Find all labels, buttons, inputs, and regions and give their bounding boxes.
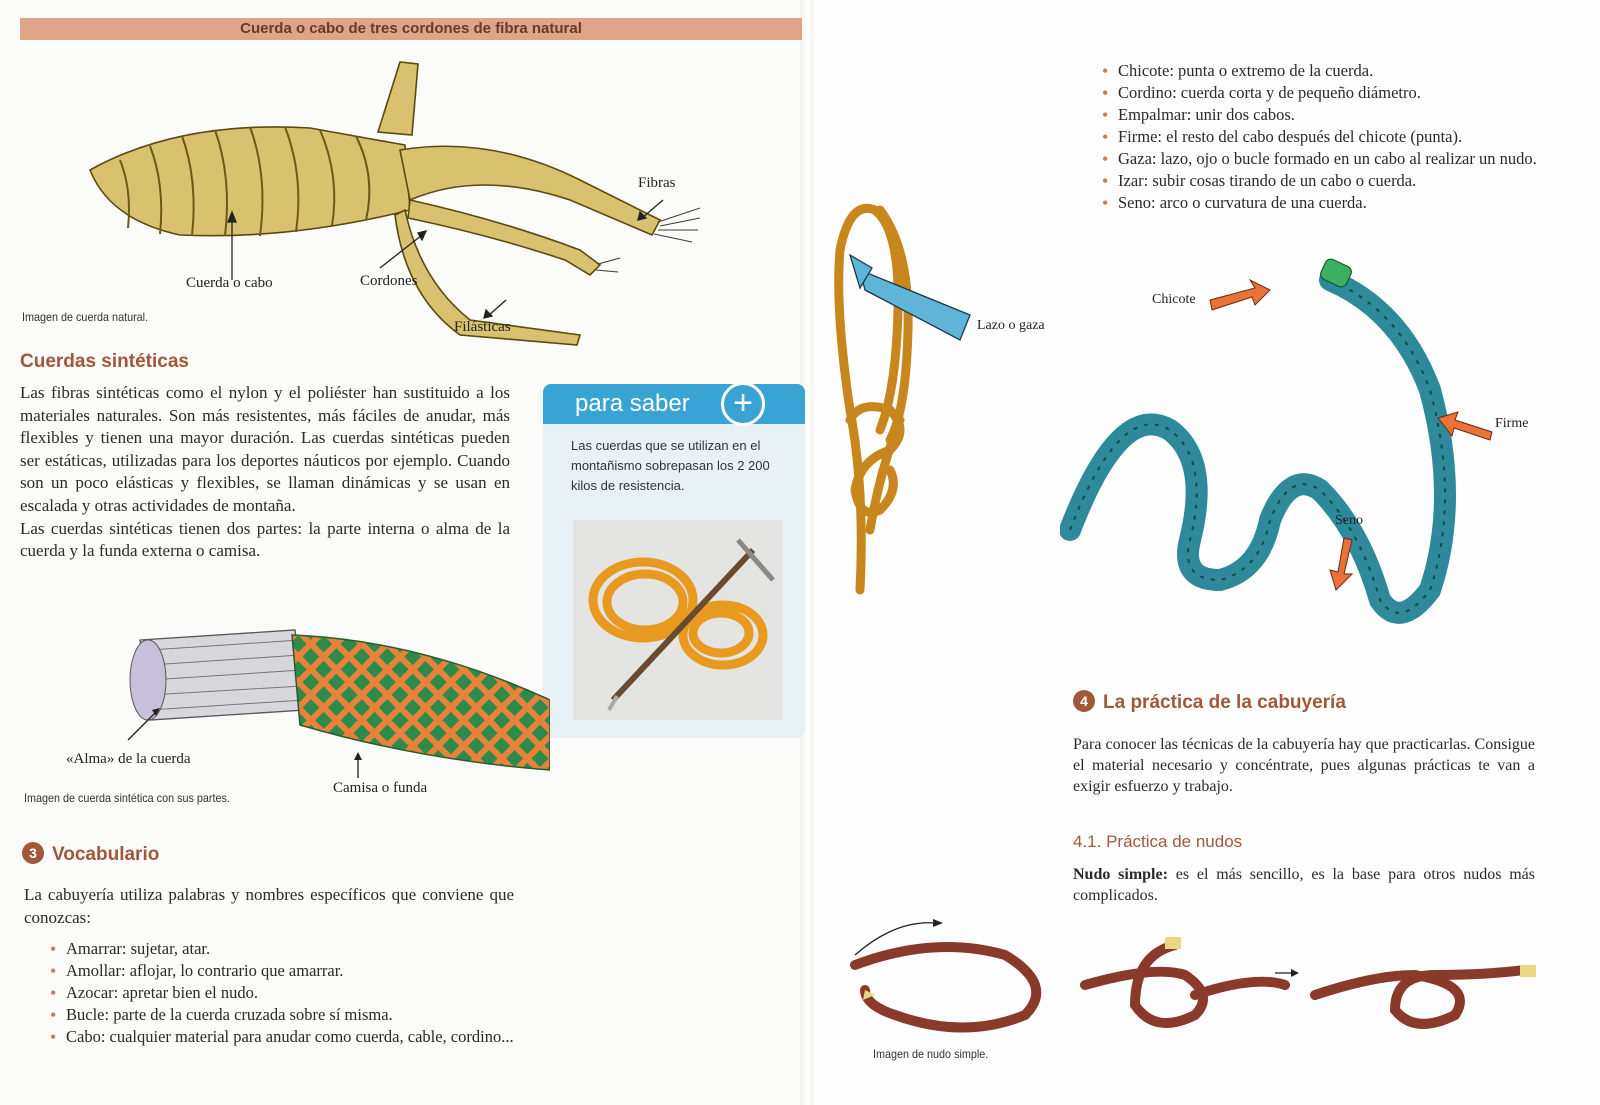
vocabulario-intro: La cabuyería utiliza palabras y nombres específicos que conviene que conozcas: [24, 885, 514, 927]
vocab-item: • Bucle: parte de la cuerda cruzada sobre sí misma. [48, 1004, 528, 1026]
vocab-item: • Amarrar: sujetar, atar. [48, 938, 528, 960]
label-cordones: Cordones [360, 273, 418, 289]
practica-title: La práctica de la cabuyería [1103, 692, 1346, 713]
plus-icon: + [721, 384, 765, 426]
section-title-cuerdas-sinteticas: Cuerdas sintéticas [20, 351, 189, 372]
vocabulario-list-continued [1100, 60, 1570, 214]
vocabulario-title: Vocabulario [52, 844, 160, 865]
section-number-4: 4 [1073, 690, 1095, 712]
label-fibras: Fibras [638, 175, 676, 191]
para-saber-header [543, 384, 805, 424]
vocab-item: • Cabo: cualquier material para anudar como cuerda, cable, cordino... [48, 1026, 528, 1048]
rope-and-ice-axe-photo [573, 520, 783, 720]
nudo-simple-text [1073, 864, 1535, 906]
synthetic-paragraph-1: Las fibras sintéticas como el nylon y el poliéster han sustituido a los materiales naturales. Son más resistentes, más fáciles de anudar, más flexibles y tienen una mayor duración. Las cuerdas sintéticas pueden ser estáticas, utilizadas para los deportes náuticos por ejemplo. Cuando son un poco elásticas y flexibles, se llaman dinámicas y se usan en escalada y otras actividades de montaña. [20, 383, 510, 515]
para-saber-title: para saber [575, 390, 690, 417]
vocab-item: • Seno: arco o curvatura de una cuerda. [1100, 192, 1570, 214]
simple-knot-illustrations [835, 915, 1545, 1055]
vocabulario-list [48, 938, 528, 1048]
nudo-simple-description: es el más sencillo, es la base para otros nudos más complicados. [1073, 866, 1536, 904]
coiled-rope-image [573, 520, 783, 720]
practica-text: Para conocer las técnicas de la cabuyería hay que practicarlas. Consigue el material necesario y concéntrate, pues algunas prácticas te van a exigir esfuerzo y trabajo. [1073, 736, 1535, 795]
label-camisa: Camisa o funda [333, 780, 428, 796]
synthetic-text [20, 382, 510, 563]
vocab-item: • Izar: subir cosas tirando de un cabo o cuerda. [1100, 170, 1570, 192]
caption-nudo-simple: Imagen de nudo simple. [873, 1047, 989, 1061]
nudo-simple-term: Nudo simple: [1073, 866, 1168, 883]
label-alma: «Alma» de la cuerda [66, 751, 191, 767]
vocab-item: • Azocar: apretar bien el nudo. [48, 982, 528, 1004]
section-title-practica [1073, 690, 1346, 714]
teal-rope-illustration [1060, 250, 1530, 630]
label-cuerda-o-cabo: Cuerda o cabo [186, 275, 273, 291]
caption-synthetic-rope: Imagen de cuerda sintética con sus partes. [24, 791, 230, 805]
label-filasticas: Filásticas [454, 319, 511, 335]
section-title-vocabulario [22, 842, 159, 866]
label-lazo-o-gaza: Lazo o gaza [977, 318, 1045, 333]
loop-knot-illustration [820, 190, 1020, 600]
caption-natural-rope: Imagen de cuerda natural. [22, 310, 149, 324]
label-chicote: Chicote [1152, 292, 1196, 307]
synthetic-paragraph-2: Las cuerdas sintéticas tienen dos partes: la parte interna o alma de la cuerda y la funda externa o camisa. [20, 518, 510, 561]
vocab-item: • Amollar: aflojar, lo contrario que amarrar. [48, 960, 528, 982]
para-saber-text: Las cuerdas que se utilizan en el montañismo sobrepasan los 2 200 kilos de resistencia. [571, 438, 770, 493]
para-saber-box [543, 384, 805, 738]
vocab-item: • Empalmar: unir dos cabos. [1100, 104, 1570, 126]
vocab-item: • Cordino: cuerda corta y de pequeño diámetro. [1100, 82, 1570, 104]
vocab-item: • Gaza: lazo, ojo o bucle formado en un cabo al realizar un nudo. [1100, 148, 1570, 170]
section-number-3: 3 [22, 842, 44, 864]
vocab-item: • Firme: el resto del cabo después del chicote (punta). [1100, 126, 1570, 148]
label-firme: Firme [1495, 416, 1529, 431]
subsection-title-practica-nudos: 4.1. Práctica de nudos [1073, 832, 1243, 851]
label-seno: Seno [1335, 513, 1363, 528]
header-banner: Cuerda o cabo de tres cordones de fibra natural [20, 18, 802, 40]
vocab-item: • Chicote: punta o extremo de la cuerda. [1100, 60, 1570, 82]
natural-rope-illustration [60, 50, 700, 350]
